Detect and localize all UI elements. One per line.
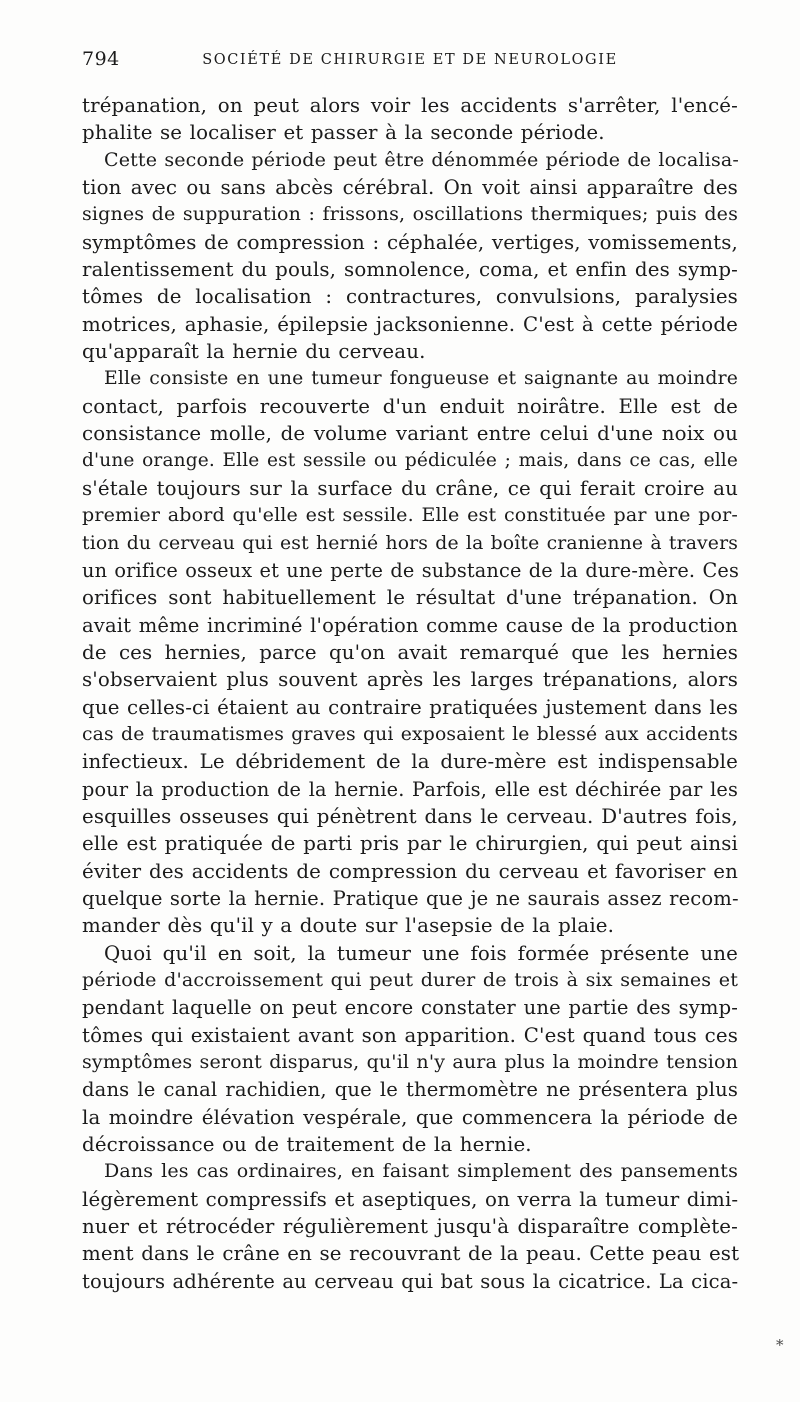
text-line: avait même incriminé l'opération comme cause de la production: [82, 613, 738, 637]
text-line: tômes qui existaient avant son apparition. C'est quand tous ces: [82, 1023, 738, 1047]
text-line: légèrement compressifs et aseptiques, on verra la tumeur dimi-: [82, 1187, 739, 1211]
running-title: SOCIÉTÉ DE CHIRURGIE ET DE NEUROLOGIE: [202, 52, 618, 68]
page-number: 794: [82, 48, 120, 70]
text-line: la moindre élévation vespérale, que commencera la période de: [82, 1105, 738, 1129]
paragraph-first-line: Dans les cas ordinaires, en faisant simplement des pansements: [104, 1160, 738, 1183]
text-line: dans le canal rachidien, que le thermomètre ne présentera plus: [82, 1078, 738, 1102]
text-line: orifices sont habituellement le résultat d'une trépanation. On: [82, 586, 738, 610]
text-line: ralentissement du pouls, somnolence, coma, et enfin des symp-: [82, 258, 738, 282]
text-line: s'étale toujours sur la surface du crâne, ce qui ferait croire au: [82, 476, 738, 500]
text-line: tion du cerveau qui est hernié hors de la boîte cranienne à travers: [82, 532, 738, 554]
text-line: période d'accroissement qui peut durer de trois à six semaines et: [82, 969, 738, 991]
text-line: tômes de localisation : contractures, convulsions, paralysies: [82, 285, 738, 309]
text-line: toujours adhérente au cerveau qui bat sous la cicatrice. La cica-: [82, 1269, 739, 1293]
text-line: cas de traumatismes graves qui exposaient le blessé aux accidents: [82, 723, 738, 745]
body-text: [82, 92, 738, 1295]
text-line: que celles-ci étaient au contraire pratiquées justement dans les: [82, 695, 739, 719]
text-line: qu'apparaît la hernie du cerveau.: [82, 340, 426, 364]
text-line: pour la production de la hernie. Parfois, elle est déchirée par les: [82, 777, 738, 801]
paragraph-first-line: Elle consiste en une tumeur fongueuse et saignante au moindre: [104, 368, 738, 390]
paragraph-first-line: Quoi qu'il en soit, la tumeur une fois formée présente une: [104, 941, 738, 965]
text-line: pendant laquelle on peut encore constater une partie des symp-: [82, 996, 738, 1020]
text-line: décroissance ou de traitement de la hernie.: [82, 1133, 532, 1157]
text-line: nuer et rétrocéder régulièrement jusqu'à disparaître complète-: [82, 1215, 738, 1239]
text-line: ment dans le crâne en se recouvrant de la peau. Cette peau est: [82, 1242, 740, 1266]
paragraph-first-line: Cette seconde période peut être dénommée période de localisa-: [104, 148, 739, 171]
text-line: s'observaient plus souvent après les larges trépanations, alors: [82, 668, 738, 692]
text-line: mander dès qu'il y a doute sur l'asepsie de la plaie.: [82, 914, 615, 938]
text-line: consistance molle, de volume variant entre celui d'une noix ou: [82, 422, 738, 446]
text-line: contact, parfois recouverte d'un enduit noirâtre. Elle est de: [82, 394, 738, 418]
page-corner-mark: *: [776, 1336, 784, 1354]
text-line: d'une orange. Elle est sessile ou pédiculée ; mais, dans ce cas, elle: [82, 450, 738, 472]
text-line: de ces hernies, parce qu'on avait remarqué que les hernies: [82, 640, 738, 664]
text-line: esquilles osseuses qui pénètrent dans le cerveau. D'autres fois,: [82, 804, 738, 828]
text-line: phalite se localiser et passer à la seconde période.: [82, 121, 605, 145]
text-line: un orifice osseux et une perte de substance de la dure-mère. Ces: [82, 558, 739, 582]
text-line: tion avec ou sans abcès cérébral. On voit ainsi apparaître des: [82, 176, 738, 200]
text-line: premier abord qu'elle est sessile. Elle est constituée par une por-: [82, 504, 738, 527]
text-line: éviter des accidents de compression du cerveau et favoriser en: [82, 859, 738, 883]
text-line: signes de suppuration : frissons, oscillations thermiques; puis des: [82, 203, 738, 226]
text-line: elle est pratiquée de parti pris par le chirurgien, qui peut ainsi: [82, 832, 738, 856]
text-line: symptômes de compression : céphalée, vertiges, vomissements,: [82, 230, 738, 254]
text-line: quelque sorte la hernie. Pratique que je ne saurais assez recom-: [82, 886, 739, 910]
text-line: trépanation, on peut alors voir les accidents s'arrêter, l'encé-: [82, 94, 738, 117]
running-head: [82, 48, 738, 76]
text-line: motrices, aphasie, épilepsie jacksonienne. C'est à cette période: [82, 312, 738, 336]
text-line: infectieux. Le débridement de la dure-mère est indispensable: [82, 750, 738, 774]
text-line: symptômes seront disparus, qu'il n'y aura plus la moindre tension: [82, 1051, 738, 1074]
